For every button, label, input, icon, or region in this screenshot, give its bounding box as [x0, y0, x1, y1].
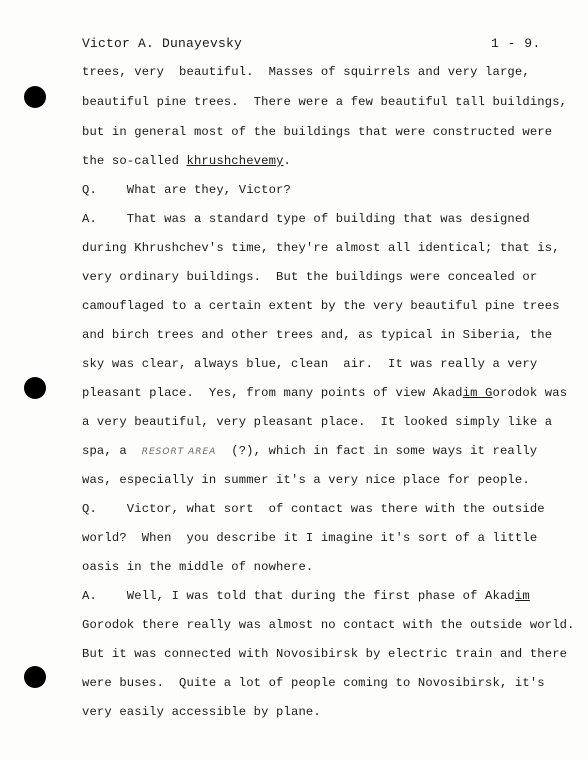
text-line [82, 327, 552, 343]
underlined-term: im G [462, 386, 493, 400]
text-run: trees, very beautiful. Masses of squirrels and very large, [82, 65, 530, 79]
text-run: were buses. Quite a lot of people coming to Novosibirsk, it's [82, 676, 545, 690]
text-run: oasis in the middle of nowhere. [82, 560, 314, 574]
punch-hole [24, 377, 46, 399]
punch-hole [24, 666, 46, 688]
underlined-term: im [514, 589, 530, 603]
text-run: camouflaged to a certain extent by the very beautiful pine trees [82, 299, 560, 313]
text-run: . [283, 154, 291, 168]
text-run: spa, a [82, 444, 142, 458]
text-run: pleasant place. Yes, from many points of view Akad [82, 386, 463, 400]
text-line [82, 559, 313, 575]
text-line [82, 269, 537, 285]
text-run: A. That was a standard type of building that was designed [82, 212, 530, 226]
text-run: and birch trees and other trees and, as typical in Siberia, the [82, 328, 553, 342]
text-run: world? When you describe it I imagine it's sort of a little [82, 531, 538, 545]
text-run: but in general most of the buildings that were constructed were [82, 125, 553, 139]
text-run: Q. Victor, what sort of contact was there with the outside [82, 502, 545, 516]
text-line [82, 675, 545, 691]
text-line [82, 182, 291, 198]
text-line [82, 704, 321, 720]
text-run: during Khrushchev's time, they're almost all identical; that is, [82, 241, 560, 255]
text-run: was, especially in summer it's a very nice place for people. [82, 473, 530, 487]
text-run: Gorodok there really was almost no contact with the outside world. [82, 618, 575, 632]
text-line [82, 356, 537, 372]
text-line [82, 298, 560, 314]
text-line [82, 646, 567, 662]
text-line [82, 617, 575, 633]
text-run: (?), which in fact in some ways it really [216, 444, 538, 458]
text-run: beautiful pine trees. There were a few beautiful tall buildings, [82, 95, 568, 109]
page-header-name: Victor A. Dunayevsky [82, 36, 243, 51]
text-line [82, 443, 537, 460]
text-line [82, 501, 545, 517]
text-run: a very beautiful, very pleasant place. It looked simply like a [82, 415, 553, 429]
text-line [82, 588, 530, 604]
text-line [82, 64, 530, 80]
text-run: A. Well, I was told that during the first phase of Akad [82, 589, 515, 603]
text-line [82, 414, 552, 430]
text-run: But it was connected with Novosibirsk by electric train and there [82, 647, 568, 661]
underlined-term: khrushchevemy [186, 154, 284, 168]
text-line [82, 153, 291, 169]
text-line [82, 124, 552, 140]
text-line [82, 385, 567, 401]
text-run: very easily accessible by plane. [82, 705, 321, 719]
handwritten-insertion: RESORT AREA [141, 447, 217, 457]
text-run: very ordinary buildings. But the buildings were concealed or [82, 270, 538, 284]
text-line [82, 211, 530, 227]
page-number: 1 - 9. [491, 36, 541, 51]
text-run: orodok was [492, 386, 568, 400]
text-run: sky was clear, always blue, clean air. It was really a very [82, 357, 538, 371]
text-line [82, 94, 567, 110]
text-line [82, 530, 537, 546]
text-run: the so-called [82, 154, 187, 168]
text-run: Q. What are they, Victor? [82, 183, 291, 197]
punch-hole [24, 86, 46, 108]
text-line [82, 240, 560, 256]
text-line [82, 472, 530, 488]
